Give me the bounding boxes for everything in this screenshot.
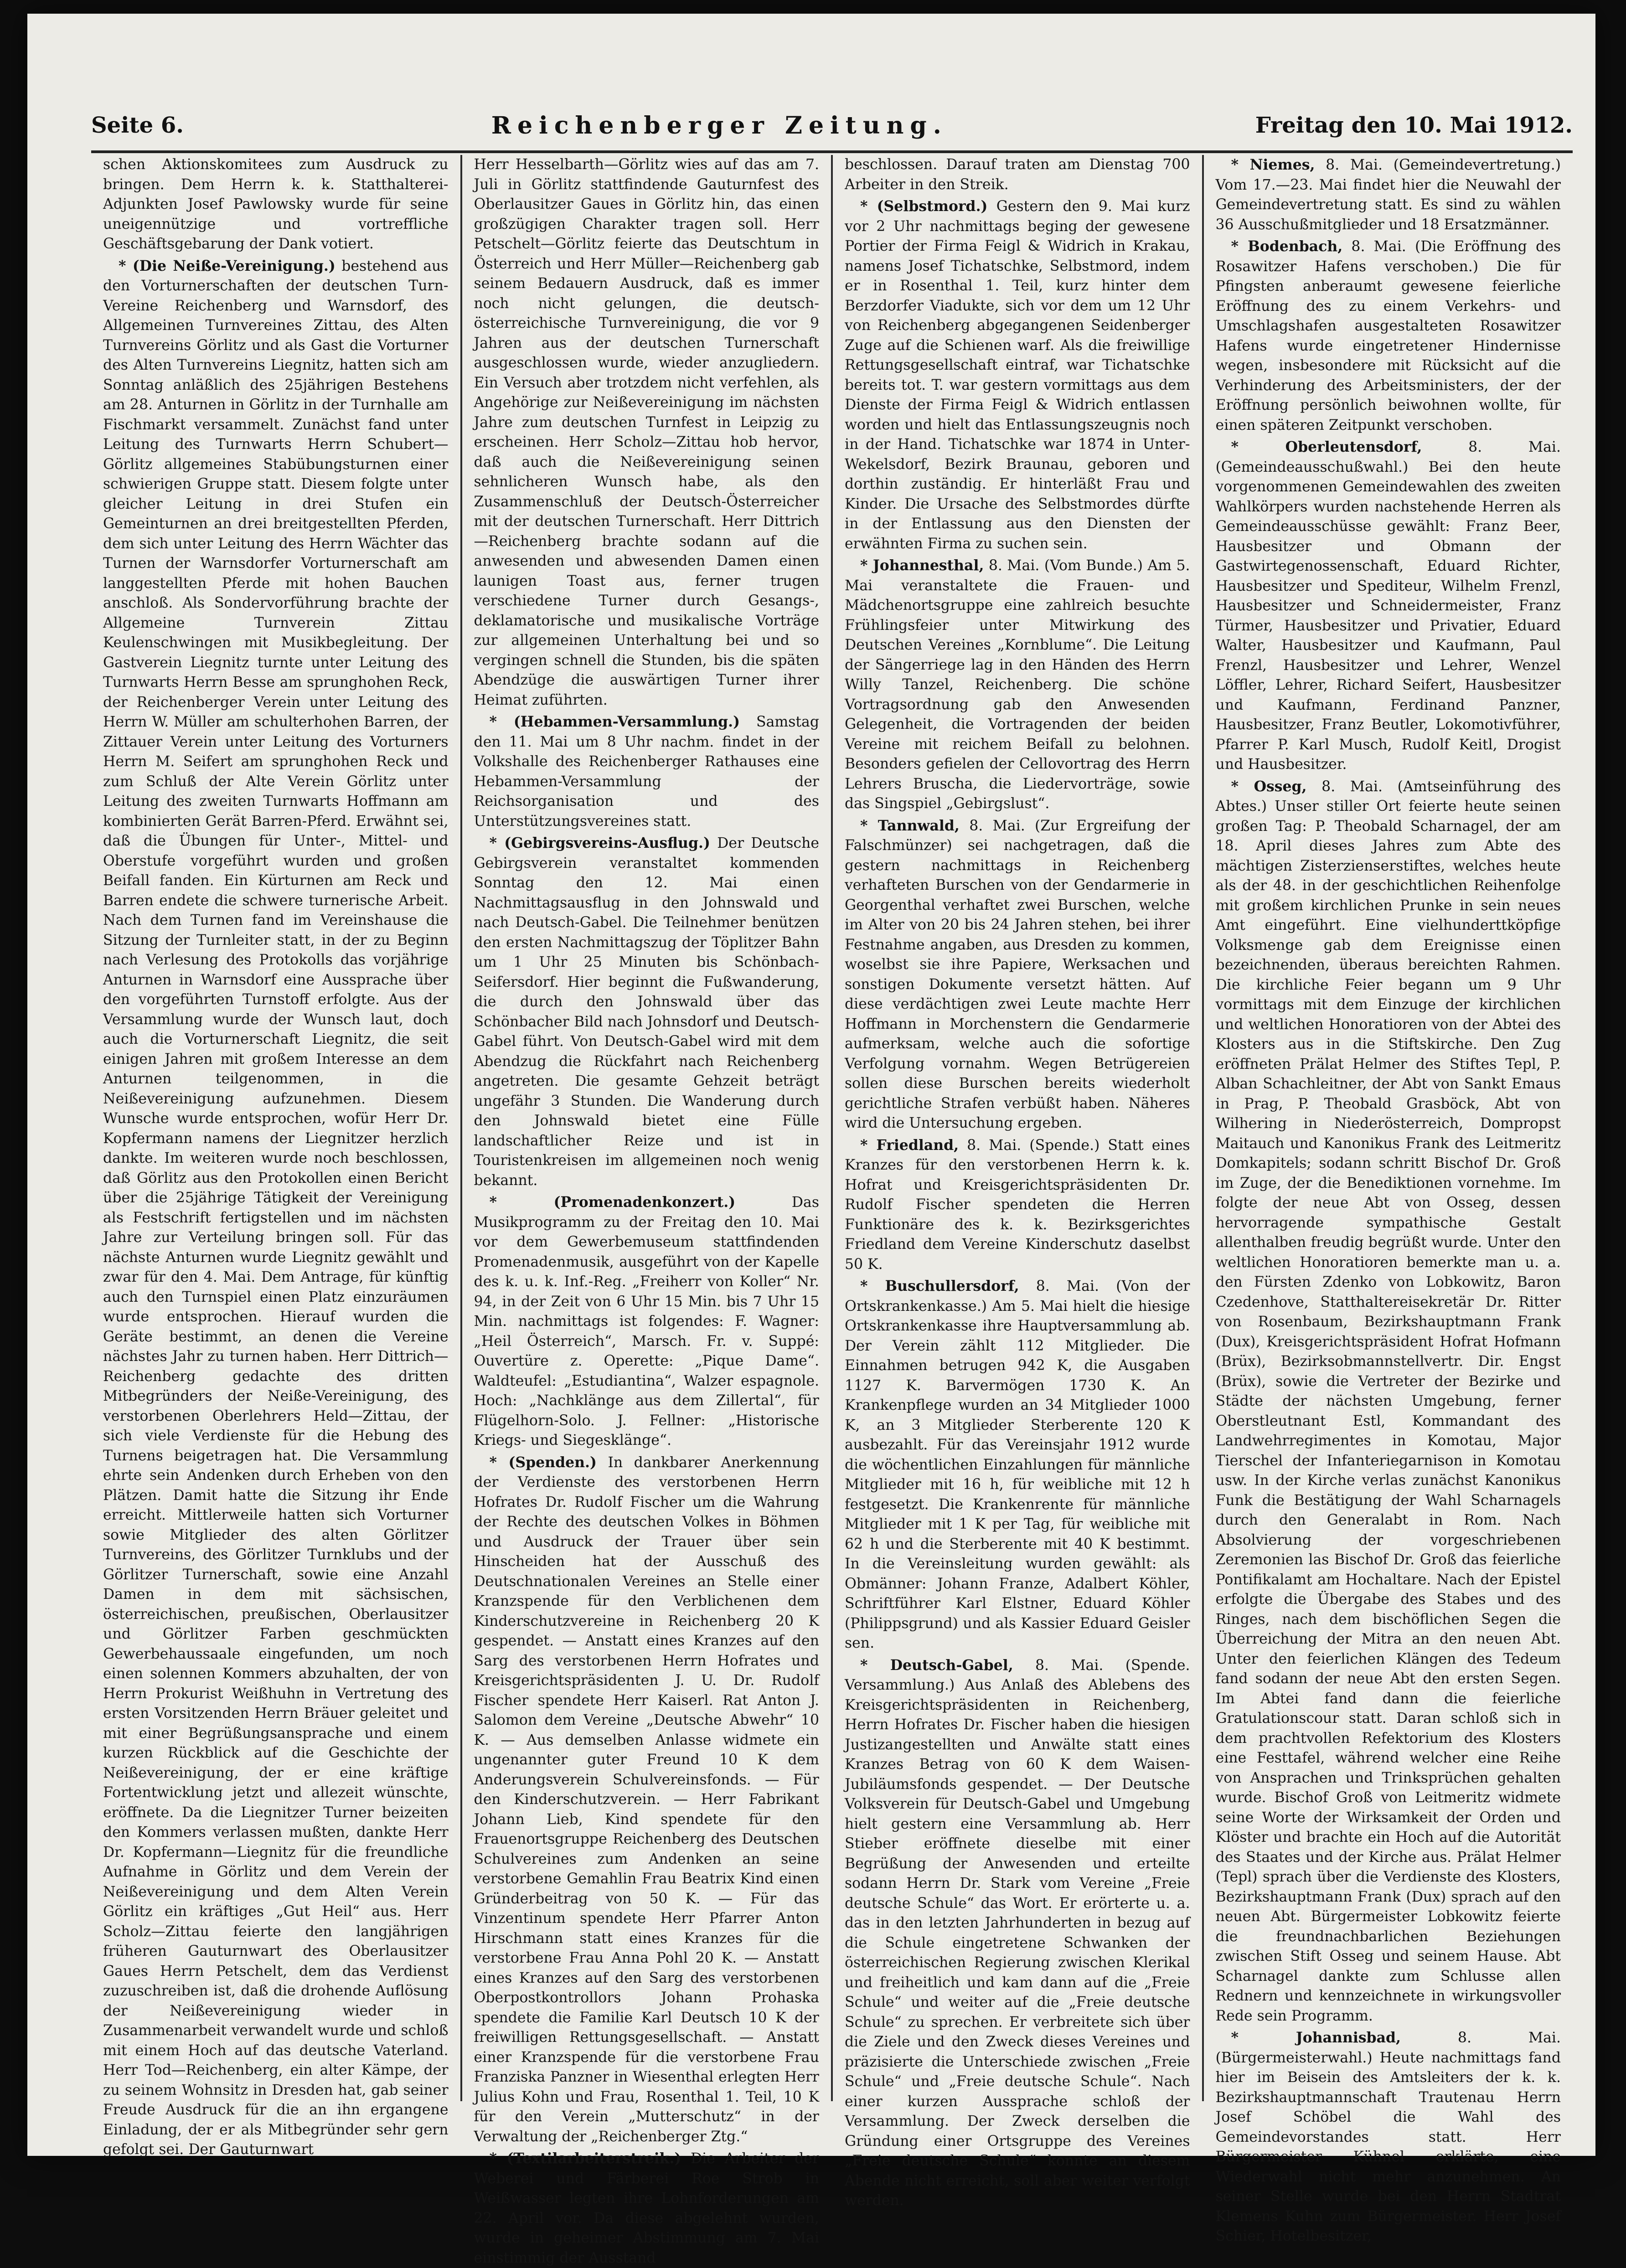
article-paragraph bbox=[474, 712, 820, 831]
article-text: 8. Mai. (Die Eröffnung des Rosawitzer Hafens verschoben.) Die für Pfingsten anberaumt gewesene feierliche Eröffnung des zu einem Verkehrs- und Umschlagshafen ausgestalteten Rosawitzer Hafens wurde eingetretener Hindernisse wegen, insbesondere mit Rücksicht auf die Verhinderung des Arbeitsministers, der der Eröffnung persönlich beiwohnen wollte, für einen späteren Zeitpunkt verschoben. bbox=[1215, 238, 1561, 433]
article-heading: * Friedland, bbox=[860, 1136, 959, 1154]
article-paragraph bbox=[1216, 237, 1561, 435]
article-paragraph bbox=[474, 833, 820, 1191]
article-text: 8. Mai. (Gemeindeausschußwahl.) Bei den heute vorgenommenen Gemeindewahlen des zweiten Wahlkörpers wurden nachstehende Herren als Gemeindeausschüsse gewählt: Franz Beer, Hausbesitzer und Obmann der Gastwirtegenossenschaft, Eduard Richter, Hausbesitzer und Spediteur, Wilhelm Frenzl, Hausbesitzer und Schneidermeister, Franz Türmer, Hausbesitzer und Privatier, Eduard Walter, Hausbesitzer und Kaufmann, Paul Frenzl, Hausbesitzer und Lehrer, Wenzel Löffler, Lehrer, Richard Seifert, Hausbesitzer und Kaufmann, Ferdinand Panzner, Hausbesitzer, Franz Beutler, Lokomotivführer, Pfarrer P. Karl Musch, Rudolf Keitl, Drogist und Hausbesitzer. bbox=[1215, 439, 1561, 773]
column-4 bbox=[1202, 155, 1573, 2244]
article-heading: * (Die Neiße-Vereinigung.) bbox=[119, 257, 336, 274]
article-text: 8. Mai. (Von der Ortskrankenkasse.) Am 5. Mai hielt die hiesige Ortskrankenkasse ihre Hauptversammlung ab. Der Verein zählt 112 Mitglieder. Die Einnahmen betrugen 942 K, die Ausgaben 1127 K. Barvermögen 1730 K. An Krankenpflege wurden an 34 Mitglieder 1000 K, an 3 Mitglieder Sterberente 120 K ausbezahlt. Für das Vereinsjahr 1912 wurde die wöchentlichen Einzahlungen für männliche Mitglieder mit 16 h, für weibliche mit 12 h festgesetzt. Die Krankenrente für männliche Mitglieder mit 1 K per Tag, für weibliche mit 62 h und die Sterberente mit 40 K bestimmt. In die Vereinsleitung wurden gewählt: als Obmänner: Johann Franze, Adalbert Köhler, Schriftführer Karl Elstner, Eduard Köhler (Philippsgrund) und als Kassier Eduard Geisler sen. bbox=[845, 1278, 1190, 1651]
article-heading: * (Selbstmord.) bbox=[860, 198, 988, 215]
article-text: schen Aktionskomitees zum Ausdruck zu bringen. Dem Herrn k. k. Statthalterei-Adjunkten Josef Pawlowsky wurde für seine uneigennützige und vortreffliche Geschäftsgebarung der Dank votiert. bbox=[103, 156, 449, 252]
issue-date: Freitag den 10. Mai 1912. bbox=[1255, 113, 1573, 138]
article-heading: * Deutsch-Gabel, bbox=[860, 1656, 1013, 1674]
article-heading: * Oberleutensdorf, bbox=[1231, 438, 1422, 455]
article-heading: * (Promenadenkonzert.) bbox=[489, 1194, 736, 1211]
article-columns bbox=[91, 155, 1573, 2266]
article-heading: * Niemes, bbox=[1231, 156, 1315, 173]
article-text: Die Arbeiter der Weberei und Färberei Roe Strob in Weißwasser legten ihre Lohnforderungen am 22. April vor. Da diese abgelehnt wurden, wurde in geheimer Abstimmung am 7. Mai einstimmig der Ausstand bbox=[474, 2150, 819, 2266]
article-text: In dankbarer Anerkennung der Verdienste des verstorbenen Herrn Hofrates Dr. Rudolf Fischer um die Wahrung der Rechte des deutschen Volkes in Böhmen und Ausdruck der Trauer über sein Hinscheiden hat der Ausschuß des Deutschnationalen Vereines an Stelle einer Kranzspende für den Verblichenen dem Kinderschutzvereine in Reichenberg 20 K gespendet. — Anstatt eines Kranzes auf den Sarg des verstorbenen Herrn Hofrates und Kreisgerichtspräsidenten J. U. Dr. Rudolf Fischer spendete Herr Kaiserl. Rat Anton J. Salomon dem Vereine „Deutsche Abwehr“ 10 K. — Aus demselben Anlasse widmete ein ungenannter guter Freund 10 K dem Anderungsverein Schulvereinsfonds. — Für den Kinderschutzverein. — Herr Fabrikant Johann Lieb, Kind spendete für den Frauenortsgruppe Reichenberg des Deutschen Schulvereines zum Andenken an seine verstorbene Gemahlin Frau Beatrix Kind einen Gründerbeitrag von 50 K. — Für das Vinzentinum spendete Herr Pfarrer Anton Hirschmann statt eines Kranzes für die verstorbene Frau Anna Pohl 20 K. — Anstatt eines Kranzes auf den Sarg des verstorbenen Oberpostkontrollors Johann Prohaska spendete die Familie Karl Deutsch 10 K der freiwilligen Rettungsgesellschaft. — Anstatt einer Kranzspende für die verstorbene Frau Franziska Panzner in Wiesenthal erlegten Herr Julius Kohn und Frau, Rosenthal 1. Teil, 10 K für den Verein „Mutterschutz“ in der Verwaltung der „Reichenberger Ztg.“ bbox=[474, 1454, 820, 2145]
article-text: Herr Hesselbarth—Görlitz wies auf das am 7. Juli in Görlitz stattfindende Gauturnfest des Oberlausitzer Gaues in Görlitz hin, das einen großzügigen Charakter tragen soll. Herr Petschelt—Görlitz feierte das Deutschtum in Österreich und Herr Müller—Reichenberg gab seinem Bedauern Ausdruck, daß es immer noch nicht gelungen, die deutsch-österreichische Turnvereinigung, die vor 9 Jahren aus der deutschen Turnerschaft ausgeschlossen wurde, wieder anzugliedern. Ein Versuch aber trotzdem nicht verfehlen, als Angehörige zur Neißevereinigung im nächsten Jahre zum deutschen Turnfest in Leipzig zu erscheinen. Herr Scholz—Zittau hob hervor, daß auch die Neißevereinigung seinen sehnlicheren Wunsch habe, als den Zusammenschluß der Deutsch-Österreicher mit der deutschen Turnerschaft. Herr Dittrich—Reichenberg brachte sodann auf die anwesenden und abwesenden Damen einen launigen Toast aus, ferner trugen verschiedene Turner durch Gesangs-, deklamatorische und musikalische Vorträge zur allgemeinen Unterhaltung bei und so vergingen schnell die Stunden, bis die späten Abendzüge die auswärtigen Turner ihrer Heimat zuführten. bbox=[474, 156, 819, 708]
newspaper-page bbox=[27, 14, 1595, 2266]
article-paragraph bbox=[1216, 2028, 1561, 2247]
article-heading: * Bodenbach, bbox=[1231, 238, 1343, 255]
article-paragraph bbox=[845, 1135, 1190, 1275]
column-2 bbox=[460, 155, 831, 2266]
article-text: bestehend aus den Vorturnerschaften der deutschen Turn-Vereine Reichenberg und Warnsdorf, des Allgemeinen Turnvereines Zittau, des Alten Turnvereins Görlitz und als Gast die Vorturner des Alten Turnvereins Liegnitz, hatten sich am Sonntag anläßlich des 25jährigen Bestehens am 28. Anturnen in Görlitz in der Turnhalle am Fischmarkt versammelt. Zunächst fand unter Leitung des Turnwarts Herrn Schubert—Görlitz allgemeines Stabübungsturnen einer schwierigen Gruppe statt. Diesem folgte unter gleicher Leitung in drei Stufen ein Gemeinturnen an drei breitgestellten Pferden, dem sich unter Leitung des Herrn Wächter das Turnen der Warnsdorfer Vorturnerschaft am langgestellten Pferde mit hohen Bauchen anschloß. Als Sondervorführung brachte der Allgemeine Turnverein Zittau Keulenschwingen mit Musikbegleitung. Der Gastverein Liegnitz turnte unter Leitung des Turnwarts Herrn Besse am sprunghohen Reck, der Reichenberger Verein unter Leitung des Herrn W. Müller am schulterhohen Barren, der Zittauer Verein unter Leitung des Vorturners Herrn M. Seifert am sprunghohen Reck und zum Schluß der Alte Verein Görlitz unter Leitung des zweiten Turnwarts Hoffmann am kombinierten Gerät Barren-Pferd. Erwähnt sei, daß die Übungen für Unter-, Mittel- und Oberstufe vorgeführt wurden und großen Beifall fanden. Ein Kürturnen am Reck und Barren endete die schwere turnerische Arbeit. Nach dem Turnen fand im Vereinshause die Sitzung der Turnleiter statt, in der zu Beginn nach Verlesung des Protokolls das vorjährige Anturnen in Warnsdorf eine Aussprache über den vorgeführten Turnstoff erfolgte. Aus der Versammlung wurde der Wunsch laut, doch auch die Vorturnerschaft Liegnitz, die seit einigen Jahren mit großem Interesse an dem Anturnen teilgenommen, in die Neißevereinigung aufzunehmen. Diesem Wunsche wurde entsprochen, wofür Herr Dr. Kopfermann namens der Liegnitzer herzlich dankte. Im weiteren wurde noch beschlossen, daß Görlitz aus den Protokollen einen Bericht über die 25jährige Tätigkeit der Vereinigung als Festschrift fertigstellen und im nächsten Jahre zur Verteilung bringen soll. Für das nächste Anturnen wurde Liegnitz gewählt und zwar für den 4. Mai. Dem Antrage, für künftig auch den Turnspiel einen Platz einzuräumen wurde entsprochen. Hierauf wurden die Geräte bestimmt, an denen die Vereine nächstes Jahr zu turnen haben. Herr Dittrich—Reichenberg gedachte des dritten Mitbegründers der Neiße-Vereinigung, des verstorbenen Oberlehrers Held—Zittau, der sich viele Verdienste für die Hebung des Turnens beigetragen hat. Die Versammlung ehrte sein Andenken durch Erheben von den Plätzen. Damit hatte die Sitzung ihr Ende erreicht. Mittlerweile hatten sich Vorturner sowie Mitglieder des alten Görlitzer Turnvereins, des Görlitzer Turnklubs und der Görlitzer Turnerschaft, sowie eine Anzahl Damen in dem mit sächsischen, österreichischen, preußischen, Oberlausitzer und Görlitzer Farben geschmückten Gewerbehaussaale eingefunden, um noch einen solennen Kommers abzuhalten, der von Herrn Prokurist Weißhuhn in Vertretung des ersten Vorsitzenden Herrn Bräuer geleitet und mit einer Begrüßungsansprache und einem kurzen Rückblick auf die Geschichte der Neißevereinigung, der er eine kräftige Fortentwicklung jetzt und allezeit wünschte, eröffnete. Da die Liegnitzer Turner beizeiten den Kommers verlassen mußten, dankte Herr Dr. Kopfermann—Liegnitz für die freundliche Aufnahme in Görlitz und dem Verein der Neißevereinigung und dem Alten Verein Görlitz ein kräftiges „Gut Heil“ aus. Herr Scholz—Zittau feierte den langjährigen früheren Gauturnwart des Oberlausitzer Gaues Herrn Petschelt, dem das Verdienst zuzuschreiben ist, daß die drohende Auflösung der Neißevereinigung wieder in Zusammenarbeit verwandelt wurde und schloß mit einem Hoch auf das deutsche Vaterland. Herr Tod—Reichenberg, ein alter Kämpe, der zu seinem Wohnsitz in Dresden hat, gab seiner Freude Ausdruck für die an ihn ergangene Einladung, der er als Mitbegründer sehr gern gefolgt sei. Der Gauturnwart bbox=[103, 258, 449, 2158]
article-heading: * Johannisbad, bbox=[1231, 2029, 1401, 2046]
article-paragraph bbox=[474, 2149, 820, 2268]
column-1 bbox=[91, 155, 460, 2158]
article-heading: * Tannwald, bbox=[860, 817, 960, 834]
article-paragraph bbox=[474, 155, 820, 710]
article-text: 8. Mai. (Zur Ergreifung der Falschmünzer) sei nachgetragen, daß die gestern nachmittags in Reichenberg verhafteten Burschen von der Gendarmerie in Georgenthal verhaftet zwei Burschen, welche im Alter von 20 bis 24 Jahren stehen, bei ihrer Festnahme angaben, aus Dresden zu kommen, woselbst sie ihre Papiere, Werksachen und sonstigen Dokumente versetzt hätten. Auf diese verdächtigen zwei Leute machte Herr Hoffmann in Morchenstern die Gendarmerie aufmerksam, welche auch die sofortige Verfolgung vornahm. Wegen Betrügereien sollen diese Burschen bereits wiederholt gerichtliche Strafen verbüßt haben. Näheres wird die Untersuchung ergeben. bbox=[845, 817, 1190, 1131]
article-text: Samstag den 11. Mai um 8 Uhr nachm. findet in der Volkshalle des Reichenberger Rathauses eine Hebammen-Versammlung der Reichsorganisation und des Unterstützungsvereines statt. bbox=[474, 714, 819, 830]
page-number: Seite 6. bbox=[91, 113, 184, 138]
article-heading: * Osseg, bbox=[1231, 778, 1307, 795]
article-text: 8. Mai. (Bürgermeisterwahl.) Heute nachmittags fand hier im Beisein des Amtsleiters der k. k. Bezirkshauptmannschaft Trautenau Herrn Josef Schöbel die Wahl des Gemeindevorstandes statt. Herr Bürgermeister Kühnel erklärte, eine Wiederwahl nicht mehr anzunehmen. An seiner Stelle wurde bei den Herrn Stadtrat Klemens Kuhn zum Bürgermeister. Herr Josef Schier, Hotelbesitzer, bbox=[1215, 2030, 1561, 2244]
article-paragraph bbox=[1216, 777, 1561, 2026]
article-paragraph bbox=[845, 1655, 1190, 2211]
article-heading: * (Hebammen-Versammlung.) bbox=[489, 713, 740, 730]
article-text: 8. Mai. (Vom Bunde.) Am 5. Mai veranstaltete die Frauen- und Mädchenortsgruppe eine zahlreich besuchte Frühlingsfeier unter Mitwirkung des Deutschen Vereines „Kornblume“. Die Leitung der Sängerriege lag in den Händen des Herrn Willy Tanzel, Reichenberg. Die schöne Vortragsordnung gab den Anwesenden Gelegenheit, die Vortragenden der beiden Vereine mit reichem Beifall zu belohnen. Besonders gefielen der Cellovortrag des Herrn Lehrers Bruscha, die Liedervorträge, sowie das Singspiel „Gebirgslust“. bbox=[845, 557, 1190, 812]
column-3 bbox=[831, 155, 1202, 2209]
article-paragraph bbox=[845, 196, 1190, 554]
article-heading: * (Textilarbeiterstreik.) bbox=[489, 2150, 681, 2167]
article-text: Das Musikprogramm zu der Freitag den 10. Mai vor dem Gewerbemuseum stattfindenden Promenadenmusik, ausgeführt von der Kapelle des k. u. k. Inf.-Reg. „Freiherr von Koller“ Nr. 94, in der Zeit von 6 Uhr 15 Min. bis 7 Uhr 15 Min. nachmittags ist folgendes: F. Wagner: „Heil Österreich“, Marsch. Fr. v. Suppé: Ouvertüre z. Operette: „Pique Dame“. Waldteufel: „Estudiantina“, Walzer espagnole. Hoch: „Nachklänge aus dem Zillertal“, für Flügelhorn-Solo. J. Fellner: „Historische Kriegs- und Siegesklänge“. bbox=[474, 1194, 819, 1448]
article-paragraph bbox=[103, 256, 449, 2160]
article-paragraph bbox=[1216, 437, 1561, 775]
article-text: Der Deutsche Gebirgsverein veranstaltet kommenden Sonntag den 12. Mai einen Nachmittagsausflug in den Johnswald und nach Deutsch-Gabel. Die Teilnehmer benützen den ersten Nachmittagszug der Töplitzer Bahn um 1 Uhr 25 Minuten bis Schönbach-Seifersdorf. Hier beginnt die Fußwanderung, die durch den Johnswald über das Schönbacher Bild nach Johnsdorf und Deutsch-Gabel führt. Von Deutsch-Gabel wird mit dem Abendzug die Rückfahrt nach Reichenberg angetreten. Die gesamte Gehzeit beträgt ungefähr 3 Stunden. Die Wanderung durch den Johnswald bietet eine Fülle landschaftlicher Reize und ist in Touristenkreisen im allgemeinen noch wenig bekannt. bbox=[474, 835, 820, 1189]
article-text: beschlossen. Darauf traten am Dienstag 700 Arbeiter in den Streik. bbox=[845, 156, 1190, 193]
article-paragraph bbox=[103, 155, 449, 254]
article-paragraph bbox=[1216, 155, 1561, 235]
article-paragraph bbox=[845, 155, 1190, 195]
masthead: Reichenberger Zeitung. bbox=[491, 111, 948, 139]
article-heading: * (Gebirgsvereins-Ausflug.) bbox=[489, 835, 710, 851]
article-heading: * (Spenden.) bbox=[489, 1454, 597, 1471]
article-paragraph bbox=[474, 1192, 820, 1451]
article-text: 8. Mai. (Spende. Versammlung.) Aus Anlaß des Ablebens des Kreisgerichtspräsidenten in Reichenberg, Herrn Hofrates Dr. Fischer haben die hiesigen Justizangestellten und Anwälte statt eines Kranzes Betrag von 60 K dem Waisen-Jubiläumsfonds gespendet. — Der Deutsche Volksverein für Deutsch-Gabel und Umgebung hielt gestern eine Versammlung ab. Herr Stieber eröffnete dieselbe mit einer Begrüßung der Anwesenden und erteilte sodann Herrn Dr. Stark vom Vereine „Freie deutsche Schule“ das Wort. Er erörterte u. a. das in den letzten Jahrhunderten in bezug auf die Schule eingetretene Schwanken der österreichischen Regierung zwischen Klerikal und freiheitlich und kam dann auf die „Freie Schule“ und weiter auf die „Freie deutsche Schule“ zu sprechen. Er verbreitete sich über die Ziele und den Zweck dieses Vereines und präzisierte die Unterschiede zwischen „Freie Schule“ und „Freie deutsche Schule“. Nach einer kurzen Aussprache schloß der Versammlung. Der Zweck derselben die Gründung einer Ortsgruppe des Vereines „Freie deutsche Schule“ konnte an diesem Abende nicht erreicht, soll aber weiter verfolgt werden. bbox=[845, 1657, 1190, 2209]
article-text: 8. Mai. (Gemeindevertretung.) Vom 17.—23. Mai findet hier die Neuwahl der Gemeindevertretung statt. Es sind zu wählen 36 Ausschußmitglieder und 18 Ersatzmänner. bbox=[1215, 157, 1561, 233]
article-text: 8. Mai. (Spende.) Statt eines Kranzes für den verstorbenen Herrn k. k. Hofrat und Kreisgerichtspräsidenten Dr. Rudolf Fischer spendeten die Herren Funktionäre des k. k. Bezirksgerichtes Friedland dem Vereine Kinderschutz daselbst 50 K. bbox=[845, 1137, 1190, 1273]
article-text: Gestern den 9. Mai kurz vor 2 Uhr nachmittags beging der gewesene Portier der Firma Feigl & Widrich in Krakau, namens Josef Tichatschke, Selbstmord, indem er in Rosenthal 1. Teil, kurz hinter dem Berzdorfer Viadukte, sich vor dem um 12 Uhr von Reichenberg abgegangenen Seidenberger Zuge auf die Schienen warf. Als die freiwillige Rettungsgesellschaft eintraf, war Tichatschke bereits tot. T. war gestern vormittags aus dem Dienste der Firma Feigl & Widrich entlassen worden und hielt das Entlassungszeugnis noch in der Hand. Tichatschke war 1874 in Unter-Wekelsdorf, Bezirk Braunau, geboren und dorthin zuständig. Er hinterläßt Frau und Kinder. Die Ursache des Selbstmordes dürfte in der Entlassung aus den Diensten der erwähnten Firma zu suchen sein. bbox=[845, 198, 1190, 552]
page-header bbox=[91, 100, 1573, 153]
article-paragraph bbox=[845, 816, 1190, 1134]
article-heading: * Johannesthal, bbox=[860, 557, 984, 574]
article-paragraph bbox=[474, 1453, 820, 2147]
article-text: 8. Mai. (Amtseinführung des Abtes.) Unser stiller Ort feierte heute seinen großen Tag: P. Theobald Scharnagel, der am 18. April dieses Jahres zum Abte des mächtigen Zisterzienserstiftes, welches heute als der 48. in der geschichtlichen Reihenfolge mit großem kirchlichen Prunke in sein neues Amt eingeführt. Eine vielhunderttköpfige Volksmenge gab dem Ereignisse einen bezeichnenden, überaus bereichten Rahmen. Die kirchliche Feier begann um 9 Uhr vormittags mit dem Einzuge der kirchlichen und weltlichen Honoratioren von der Abtei des Klosters aus in die Stiftskirche. Den Zug eröffneten Prälat Helmer des Stiftes Tepl, P. Alban Schachleitner, der Abt von Sankt Emaus in Prag, P. Theobald Grasböck, Abt von Wilhering in Niederösterreich, Dompropst Maitauch und Kanonikus Frank des Leitmeritz Domkapitels; sodann schritt Bischof Dr. Groß im Zuge, der die Benediktionen vornehme. Im folgte der neue Abt von Osseg, dessen hervorragende sympathische Gestalt allenthalben freudig begrüßt wurde. Unter den weltlichen Honoratioren bemerkte man u. a. den Fürsten Zdenko von Lobkowitz, Baron Czedenhove, Statthaltereisekretär Dr. Ritter von Rosenbaum, Bezirkshauptmann Frank (Dux), Kreisgerichtspräsident Hofrat Hofmann (Brüx), Bezirksobmannstellvertr. Dir. Engst (Brüx), sowie die Vertreter der Bezirke und Städte der nächsten Umgebung, ferner Oberstleutnant Estl, Kommandant des Landwehrregimentes in Komotau, Major Tierschel der Infanteriegarnison in Komotau usw. In der Kirche verlas zunächst Kanonikus Funk die Bestätigung der Wahl Scharnagels durch den Generalabt in Rom. Nach Absolvierung der vorgeschriebenen Zeremonien las Bischof Dr. Groß das feierliche Pontifikalamt am Hochaltare. Nach der Epistel erfolgte die Übergabe des Stabes und des Ringes, nach dem bischöflichen Segen die Überreichung der Mitra an den neuen Abt. Unter den feierlichen Klängen des Tedeum fand sodann der neue Abt den ersten Segen. Im Abtei fand dann die feierliche Gratulationscour statt. Daran schloß sich in dem prachtvollen Refektorium des Klosters eine Festtafel, während welcher eine Reihe von Ansprachen und Trinksprüchen gehalten wurde. Bischof Groß von Leitmeritz widmete seine Worte der Wirksamkeit der Orden und Klöster und brachte ein Hoch auf die Autorität des Staates und der Kirche aus. Prälat Helmer (Tepl) sprach über die Verdienste des Klosters, Bezirkshauptmann Frank (Dux) sprach auf den neuen Abt. Bürgermeister Lobkowitz feierte die freundnachbarlichen Beziehungen zwischen Stift Osseg und seinem Hause. Abt Scharnagel dankte zum Schlusse allen Rednern und kennzeichnete in wirkungsvoller Rede sein Programm. bbox=[1215, 778, 1561, 2024]
article-heading: * Buschullersdorf, bbox=[860, 1278, 1019, 1294]
article-paragraph bbox=[845, 1276, 1190, 1654]
article-paragraph bbox=[845, 556, 1190, 814]
